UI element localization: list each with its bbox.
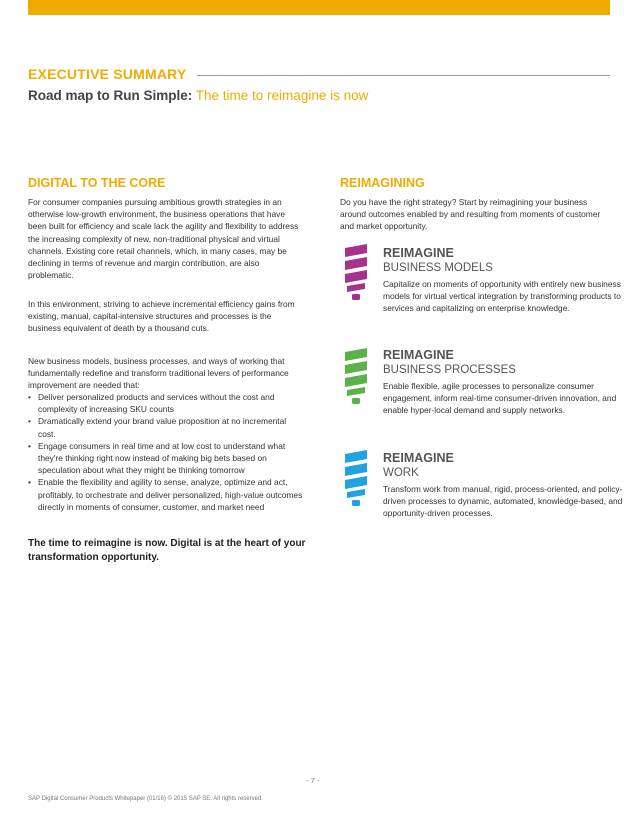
left-paragraph-2: In this environment, striving to achieve incremental efficiency gains from existing, manual, capital-intensive structures and processes is the business equivalent of death by a thousand cuts.	[28, 299, 295, 334]
list-item: • Deliver personalized products and services without the cost and complexity of increasing SKU counts	[28, 391, 303, 415]
reimagine-description: Capitalize on moments of opportunity with entirely new business models for virtual vertical integration by transforming products to services and capitalizing on enterprise knowledge.	[383, 279, 621, 314]
lightbulb-icon	[341, 244, 371, 302]
footer-copyright: SAP Digital Consumer Products Whitepaper (01/16) © 2015 SAP SE. All rights reserved.	[28, 796, 263, 802]
list-item: • Engage consumers in real time and at low cost to understand what they're thinking right now instead of making big bets based on speculation about what they might be thinking tomorrow	[28, 440, 303, 477]
left-paragraph-3: New business models, business processes, and ways of working that fundamentally redefine and transform traditional levers of performance improvement are needed that:	[28, 356, 289, 391]
lightbulb-icon	[341, 450, 371, 508]
section-label: EXECUTIVE SUMMARY	[28, 66, 187, 82]
left-paragraph-1: For consumer companies pursuing ambitious growth strategies in an otherwise low-growth environment, the business operations that have been built for efficiency and scale lack the agility and flexibility to address the increasing complexity of new, non-traditional physical and virtual channels. Existing core retail channels, which, in many cases, may be declining in terms of revenue and margin contribution, are also problematic.	[28, 197, 299, 281]
reimagine-subtitle: BUSINESS PROCESSES	[383, 364, 516, 376]
reimagining-intro: Do you have the right strategy? Start by reimagining your business around outcomes enabled by and resulting from moments of customer and market opportunity.	[340, 197, 601, 232]
benefit-list	[28, 391, 303, 513]
subtitle-accent: The time to reimagine is now	[195, 88, 369, 103]
left-column-heading: DIGITAL TO THE CORE	[28, 176, 166, 190]
list-item: • Enable the flexibility and agility to sense, analyze, optimize and act, profitably, to orchestrate and deliver personalized, high-value outcomes directly in moments of consumer, customer, and market need	[28, 476, 303, 513]
subtitle-lead: Road map to Run Simple:	[28, 88, 193, 103]
page-subtitle	[28, 88, 368, 103]
top-accent-bar	[28, 0, 610, 15]
list-item: • Dramatically extend your brand value proposition at no incremental cost.	[28, 415, 303, 439]
reimagine-description: Enable flexible, agile processes to personalize consumer engagement, inform real-time consumer-driven innovation, and enable hyper-local demand and supply networks.	[383, 381, 617, 416]
closing-statement: The time to reimagine is now. Digital is at the heart of your transformation opportunity.	[28, 538, 306, 563]
reimagine-title: REIMAGINE	[383, 348, 454, 362]
reimagine-subtitle: WORK	[383, 467, 419, 479]
reimagine-description: Transform work from manual, rigid, process-oriented, and policy-driven processes to dynamic, automated, knowledge-based, and opportunity-driven processes.	[383, 484, 623, 519]
right-column-heading: REIMAGINING	[340, 176, 425, 190]
reimagine-title: REIMAGINE	[383, 451, 454, 465]
header-divider	[197, 75, 610, 76]
lightbulb-icon	[341, 348, 371, 406]
reimagine-subtitle: BUSINESS MODELS	[383, 262, 493, 274]
page-number: - 7 -	[306, 776, 320, 785]
reimagine-title: REIMAGINE	[383, 246, 454, 260]
